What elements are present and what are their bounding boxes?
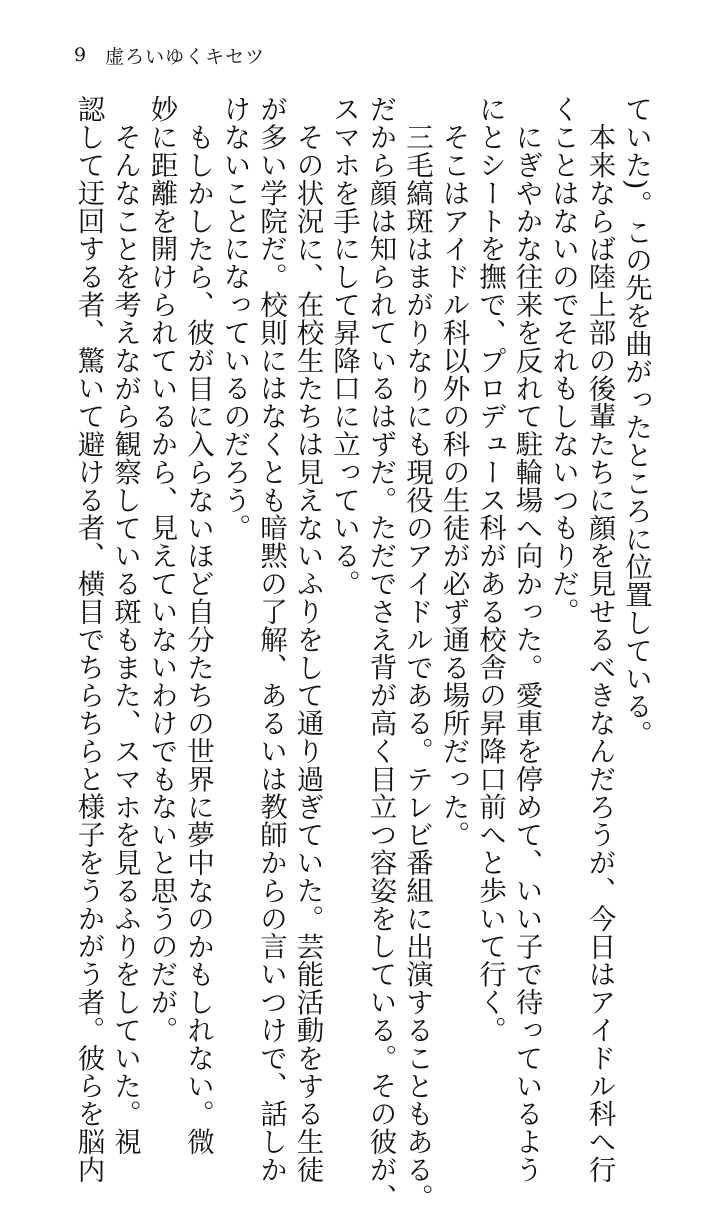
page-number: 9	[74, 44, 88, 66]
text-line: ていた)。この先を曲がったところに位置している。	[620, 95, 652, 748]
text-line: にとシートを撫で、プロデュース科がある校舎の昇降口前へと歩いて行く。	[474, 95, 506, 1044]
text-line: 認して迂回する者、驚いて避ける者、横目でちらちらと様子をうかがう者。彼らを脳内	[72, 95, 105, 1184]
text-line: そこはアイドル科以外の科の生徒が必ず通る場所だった。	[437, 122, 470, 848]
text-line: くことはないのでそれもしないつもりだ。	[547, 95, 579, 626]
text-line: もしかしたら、彼が目に入らないほど自分たちの世界に夢中なのかもしれない。微	[182, 122, 214, 1155]
text-line: けないことになっているのだろう。	[218, 95, 251, 542]
text-line: その状況に、在校生たちは見えないふりをして通り過ぎていた。芸能活動をする生徒	[291, 122, 324, 1183]
text-line: にぎやかな往来を反れて駐輪場へ向かった。愛車を停めて、いい子で待っているよう	[510, 122, 543, 1183]
text-line: だから顔は知られているはずだ。ただでさえ背が高く目立つ容姿をしている。その彼が、	[364, 95, 397, 1211]
text-line: そんなことを考えながら観察している斑もまた、スマホを見るふりをしていた。視	[109, 122, 141, 1155]
chapter-title: 虚ろいゆくキセツ	[105, 45, 266, 68]
text-line: 妙に距離を開けられているから、見えていないわけでもないと思うのだが。	[145, 95, 178, 1044]
running-header	[74, 40, 265, 70]
text-line: 三毛縞斑はまがりなりにも現役のアイドルである。テレビ番組に出演することもある。	[401, 122, 433, 1211]
text-line: が多い学院だ。校則にはなくとも暗黙の了解、あるいは教師からの言いつけで、話しか	[255, 95, 287, 1184]
text-line: スマホを手にして昇降口に立っている。	[328, 95, 360, 598]
vertical-body-text	[70, 95, 654, 1211]
text-line: 本来ならば陸上部の後輩たちに顔を見せるべきなんだろうが、今日はアイドル科へ行	[583, 122, 616, 1183]
